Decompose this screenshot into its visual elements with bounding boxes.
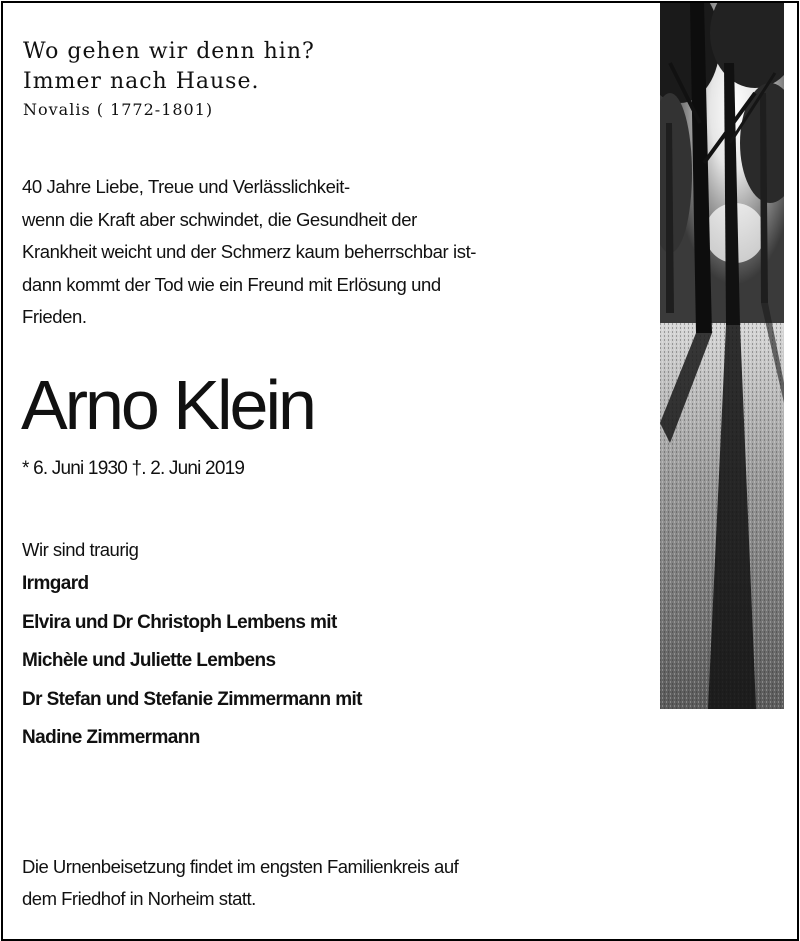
burial-line: dem Friedhof in Norheim statt.	[22, 888, 256, 909]
tree-park-photo-icon	[660, 3, 784, 709]
obituary-notice	[1, 1, 799, 941]
quote-line-2: Immer nach Hause.	[23, 69, 260, 94]
quote-line-1: Wo gehen wir denn hin?	[23, 39, 315, 64]
deceased-name: Arno Klein	[21, 366, 314, 444]
intro-line: dann kommt der Tod wie ein Freund mit Erlösung und	[22, 273, 441, 295]
burial-notice	[22, 851, 458, 915]
intro-line: 40 Jahre Liebe, Treue und Verlässlichkeit-	[22, 176, 350, 197]
mourner-name: Nadine Zimmermann	[22, 727, 200, 748]
intro-line: Krankheit weicht und der Schmerz kaum beherrschbar ist-	[22, 241, 477, 262]
mourner-name: Dr Stefan und Stefanie Zimmermann mit	[22, 688, 362, 710]
life-dates: * 6. Juni 1930 †. 2. Juni 2019	[22, 458, 245, 479]
mourner-name: Irmgard	[22, 573, 89, 594]
intro-text	[22, 171, 582, 334]
mourner-name: Michèle und Juliette Lembens	[22, 650, 276, 671]
mourner-name: Elvira und Dr Christoph Lembens mit	[22, 611, 337, 633]
mourners-intro: Wir sind traurig	[22, 539, 139, 560]
quote-source: Novalis ( 1772-1801)	[23, 100, 214, 119]
burial-line: Die Urnenbeisetzung findet im engsten Familienkreis auf	[22, 856, 459, 877]
mourners-block	[22, 535, 362, 758]
intro-line: wenn die Kraft aber schwindet, die Gesundheit der	[22, 208, 417, 230]
intro-line: Frieden.	[22, 306, 87, 327]
quote-block	[23, 37, 315, 121]
